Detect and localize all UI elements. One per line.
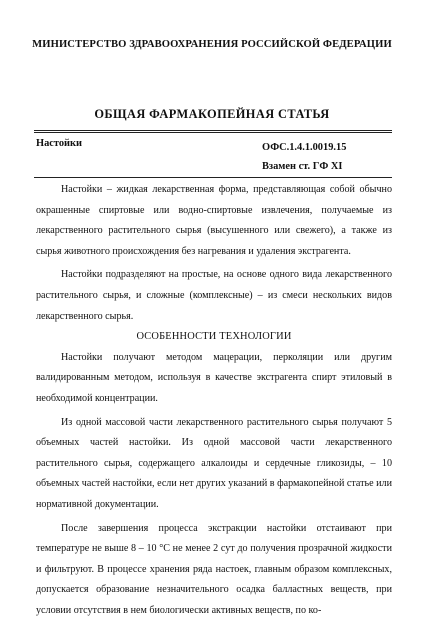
divider <box>34 130 392 131</box>
paragraph: Из одной массовой части лекарственного растительного сырья получают 5 объемных частей настойки. Из одной массовой части лекарственного растительного сырья, содержащего алкалоиды и сердечные гликозиды, – 10 объемных частей настойки, если нет других указаний в фармакопейной статье или нормативной документации. <box>36 413 392 516</box>
article-meta <box>262 138 346 176</box>
paragraph: После завершения процесса экстракции настойки отстаивают при температуре не выше 8 – 10 °С не менее 2 сут до получения прозрачной жидкости и фильтруют. В процессе хранения ряда настоек, главным образом комплексных, допускается образование незначительного осадка балластных веществ, при условии отсутствия в нем биологически активных веществ, по ко- <box>36 519 392 621</box>
paragraph: Настойки получают методом мацерации, перколяции или другим валидированным методом, используя в качестве экстрагента спирт этиловый в необходимой концентрации. <box>36 348 392 410</box>
paragraph: Настойки подразделяют на простые, на основе одного вида лекарственного растительного сырья, и сложные (комплексные) – из смеси нескольких видов лекарственного сырья. <box>36 265 392 327</box>
document-title: ОБЩАЯ ФАРМАКОПЕЙНАЯ СТАТЬЯ <box>0 107 424 122</box>
article-name: Настойки <box>36 138 82 149</box>
divider <box>34 177 392 178</box>
article-body <box>36 180 392 621</box>
divider <box>34 132 392 133</box>
section-heading: ОСОБЕННОСТИ ТЕХНОЛОГИИ <box>36 327 392 348</box>
ministry-header: МИНИСТЕРСТВО ЗДРАВООХРАНЕНИЯ РОССИЙСКОЙ ФЕДЕРАЦИИ <box>0 39 424 50</box>
replaces-note: Взамен ст. ГФ XI <box>262 157 346 176</box>
article-code: ОФС.1.4.1.0019.15 <box>262 138 346 157</box>
paragraph: Настойки – жидкая лекарственная форма, представляющая собой обычно окрашенные спиртовые или водно-спиртовые извлечения, получаемые из лекарственного растительного сырья (высушенного или свежего), а также из сырья животного происхождения без нагревания и удаления экстрагента. <box>36 180 392 262</box>
